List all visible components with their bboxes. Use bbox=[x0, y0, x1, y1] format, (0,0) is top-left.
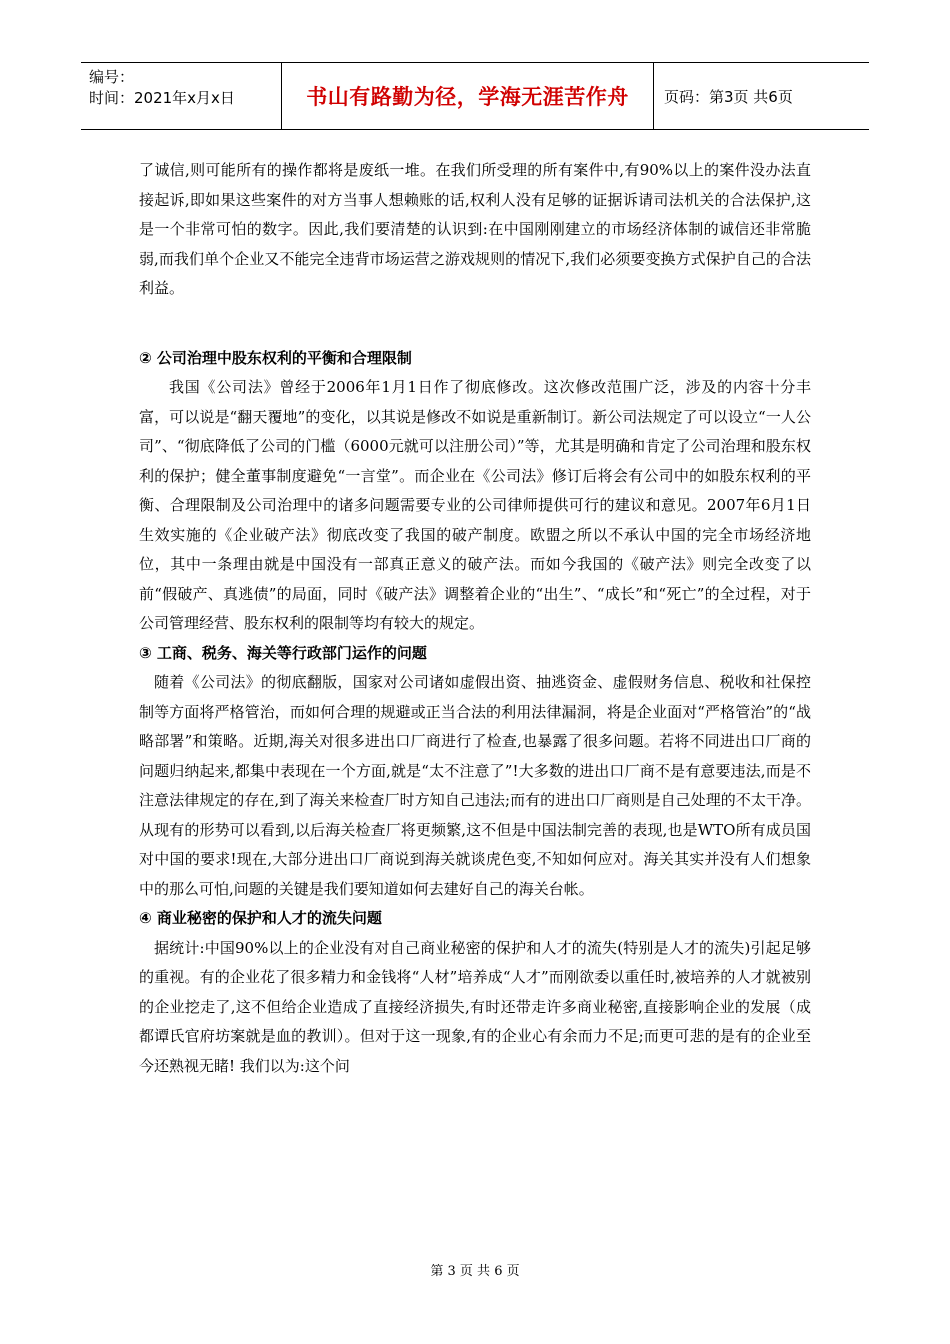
document-body bbox=[139, 156, 811, 1081]
page-footer: 第 3 页 共 6 页 bbox=[430, 1264, 520, 1279]
header-page-info: 页码：第3页 共6页 bbox=[664, 87, 793, 106]
spacer bbox=[139, 304, 811, 344]
section-heading-3: ③ 工商、税务、海关等行政部门运作的问题 bbox=[139, 643, 427, 662]
paragraph-2: 我国《公司法》曾经于2006年1月1日作了彻底修改。这次修改范围广泛，涉及的内容十分丰富，可以说是“翻天覆地”的变化，以其说是修改不如说是重新制订。新公司法规定了可以设立“一人公司”、“彻底降低了公司的门槛（6000元就可以注册公司）”等，尤其是明确和肯定了公司治理和股东权利的保护；健全董事制度避免“一言堂”。而企业在《公司法》修订后将会有公司中的如股东权利的平衡、合理限制及公司治理中的诸多问题需要专业的公司律师提供可行的建议和意见。2007年6月1日生效实施的《企业破产法》彻底改变了我国的破产制度。欧盟之所以不承认中国的完全市场经济地位，其中一条理由就是中国没有一部真正意义的破产法。而如今我国的《破产法》则完全改变了以前“假破产、真逃债”的局面，同时《破产法》调整着企业的“出生”、“成长”和“死亡”的全过程，对于公司管理经营、股东权利的限制等均有较大的规定。 bbox=[139, 378, 811, 632]
header-motto: 书山有路勤为径，学海无涯苦作舟 bbox=[282, 63, 654, 129]
time-label: 时间：2021年x月x日 bbox=[89, 89, 235, 107]
section-heading-2: ② 公司治理中股东权利的平衡和合理限制 bbox=[139, 348, 412, 367]
paragraph-4: 据统计:中国90%以上的企业没有对自己商业秘密的保护和人才的流失(特别是人才的流失)引起足够的重视。有的企业花了很多精力和金钱将“人材”培养成“人才”而刚欲委以重任时,被培养的人才就被别的企业挖走了,这不但给企业造成了直接经济损失,有时还带走许多商业秘密,直接影响企业的发展（成都谭氏官府坊案就是血的教训）。但对于这一现象,有的企业心有余而力不足;而更可悲的是有的企业至今还熟视无睹! 我们以为:这个问 bbox=[139, 938, 811, 1075]
paragraph-1: 了诚信,则可能所有的操作都将是废纸一堆。在我们所受理的所有案件中,有90%以上的案件没办法直接起诉,即如果这些案件的对方当事人想赖账的话,权利人没有足够的证据诉请司法机关的合法保护,这是一个非常可怕的数字。因此,我们要清楚的认识到:在中国刚刚建立的市场经济体制的诚信还非常脆弱,而我们单个企业又不能完全违背市场运营之游戏规则的情况下,我们必须要变换方式保护自己的合法利益。 bbox=[139, 161, 811, 297]
header-meta bbox=[81, 63, 282, 129]
document-header bbox=[81, 62, 869, 130]
number-label: 编号： bbox=[89, 68, 135, 86]
section-heading-4: ④ 商业秘密的保护和人才的流失问题 bbox=[139, 909, 382, 927]
paragraph-3: 随着《公司法》的彻底翻版，国家对公司诸如虚假出资、抽逃资金、虚假财务信息、税收和社保控制等方面将严格管治，而如何合理的规避或正当合法的利用法律漏洞，将是企业面对“严格管治”的“战略部署”和策略。近期,海关对很多进出口厂商进行了检查,也暴露了很多问题。若将不同进出口厂商的问题归纳起来,都集中表现在一个方面,就是“太不注意了”!大多数的进出口厂商不是有意要违法,而是不注意法律规定的存在,到了海关来检查厂时方知自己违法;而有的进出口厂商则是自己处理的不太干净。从现有的形势可以看到,以后海关检查厂将更频繁,这不但是中国法制完善的表现,也是WTO所有成员国对中国的要求!现在,大部分进出口厂商说到海关就谈虎色变,不知如何应对。海关其实并没有人们想象中的那么可怕,问题的关键是我们要知道如何去建好自己的海关台帐。 bbox=[139, 673, 811, 898]
